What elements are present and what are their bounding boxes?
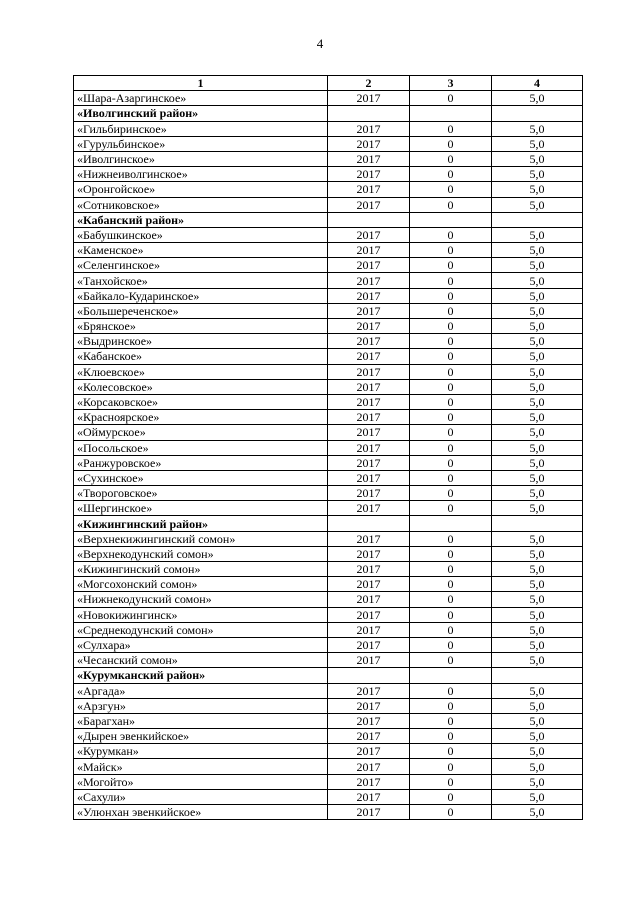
- column-3-cell: [410, 516, 492, 531]
- year-cell: 2017: [328, 729, 410, 744]
- column-4-cell: 5,0: [492, 364, 583, 379]
- year-cell: 2017: [328, 774, 410, 789]
- table-row: [74, 729, 583, 744]
- column-3-cell: 0: [410, 501, 492, 516]
- column-3-cell: 0: [410, 774, 492, 789]
- year-cell: 2017: [328, 121, 410, 136]
- year-cell: 2017: [328, 577, 410, 592]
- column-4-cell: 5,0: [492, 546, 583, 561]
- column-4-cell: 5,0: [492, 653, 583, 668]
- year-cell: 2017: [328, 531, 410, 546]
- column-3-cell: 0: [410, 258, 492, 273]
- settlement-name-cell: «Ранжуровское»: [74, 455, 328, 470]
- year-cell: [328, 668, 410, 683]
- column-4-cell: 5,0: [492, 91, 583, 106]
- column-4-cell: 5,0: [492, 607, 583, 622]
- year-cell: 2017: [328, 288, 410, 303]
- year-cell: 2017: [328, 410, 410, 425]
- column-3-cell: 0: [410, 319, 492, 334]
- settlement-name-cell: «Клюевское»: [74, 364, 328, 379]
- table-row: [74, 501, 583, 516]
- year-cell: 2017: [328, 653, 410, 668]
- table-row: [74, 683, 583, 698]
- year-cell: 2017: [328, 789, 410, 804]
- column-3-cell: 0: [410, 637, 492, 652]
- column-3-cell: 0: [410, 744, 492, 759]
- district-group-row: [74, 212, 583, 227]
- settlement-name-cell: «Танхойское»: [74, 273, 328, 288]
- table-row: [74, 637, 583, 652]
- settlement-name-cell: «Среднекодунский сомон»: [74, 622, 328, 637]
- column-4-cell: 5,0: [492, 759, 583, 774]
- column-4-cell: 5,0: [492, 303, 583, 318]
- column-3-cell: 0: [410, 334, 492, 349]
- table-row: [74, 303, 583, 318]
- column-4-cell: 5,0: [492, 501, 583, 516]
- column-3-cell: 0: [410, 227, 492, 242]
- year-cell: 2017: [328, 425, 410, 440]
- table-row: [74, 273, 583, 288]
- year-cell: [328, 516, 410, 531]
- table-row: [74, 607, 583, 622]
- column-4-cell: 5,0: [492, 683, 583, 698]
- column-3-cell: 0: [410, 607, 492, 622]
- district-name-cell: «Кабанский район»: [74, 212, 328, 227]
- column-3-cell: 0: [410, 151, 492, 166]
- settlement-name-cell: «Кижингинский сомон»: [74, 562, 328, 577]
- year-cell: 2017: [328, 501, 410, 516]
- page-number: 4: [316, 36, 324, 51]
- year-cell: 2017: [328, 607, 410, 622]
- year-cell: [328, 212, 410, 227]
- column-4-cell: 5,0: [492, 379, 583, 394]
- column-3-cell: 0: [410, 136, 492, 151]
- column-3-cell: 0: [410, 167, 492, 182]
- column-4-cell: 5,0: [492, 197, 583, 212]
- column-3-cell: 0: [410, 653, 492, 668]
- year-cell: 2017: [328, 227, 410, 242]
- column-4-cell: 5,0: [492, 562, 583, 577]
- column-4-cell: 5,0: [492, 455, 583, 470]
- column-3-cell: 0: [410, 531, 492, 546]
- column-header-3: 3: [410, 76, 492, 91]
- year-cell: 2017: [328, 197, 410, 212]
- column-4-cell: 5,0: [492, 151, 583, 166]
- column-4-cell: 5,0: [492, 713, 583, 728]
- year-cell: 2017: [328, 136, 410, 151]
- column-3-cell: 0: [410, 470, 492, 485]
- column-4-cell: 5,0: [492, 227, 583, 242]
- column-4-cell: 5,0: [492, 410, 583, 425]
- column-3-cell: 0: [410, 91, 492, 106]
- column-3-cell: 0: [410, 683, 492, 698]
- column-3-cell: 0: [410, 577, 492, 592]
- column-4-cell: 5,0: [492, 349, 583, 364]
- column-4-cell: 5,0: [492, 288, 583, 303]
- settlement-name-cell: «Верхнекодунский сомон»: [74, 546, 328, 561]
- column-3-cell: 0: [410, 759, 492, 774]
- table-row: [74, 622, 583, 637]
- column-4-cell: 5,0: [492, 486, 583, 501]
- column-4-cell: [492, 212, 583, 227]
- settlement-name-cell: «Посольское»: [74, 440, 328, 455]
- column-3-cell: 0: [410, 425, 492, 440]
- table-row: [74, 577, 583, 592]
- column-3-cell: 0: [410, 197, 492, 212]
- table-row: [74, 470, 583, 485]
- year-cell: 2017: [328, 364, 410, 379]
- year-cell: 2017: [328, 744, 410, 759]
- column-3-cell: 0: [410, 394, 492, 409]
- settlement-name-cell: «Выдринское»: [74, 334, 328, 349]
- settlement-name-cell: «Большереченское»: [74, 303, 328, 318]
- settlement-name-cell: «Могойто»: [74, 774, 328, 789]
- column-4-cell: 5,0: [492, 319, 583, 334]
- year-cell: 2017: [328, 258, 410, 273]
- table-body: [74, 91, 583, 820]
- column-3-cell: 0: [410, 364, 492, 379]
- column-4-cell: 5,0: [492, 167, 583, 182]
- column-3-cell: 0: [410, 486, 492, 501]
- table-header-row: [74, 76, 583, 91]
- table-row: [74, 531, 583, 546]
- year-cell: 2017: [328, 637, 410, 652]
- year-cell: 2017: [328, 486, 410, 501]
- column-4-cell: 5,0: [492, 273, 583, 288]
- table-row: [74, 182, 583, 197]
- year-cell: 2017: [328, 455, 410, 470]
- settlement-name-cell: «Шара-Азаргинское»: [74, 91, 328, 106]
- year-cell: 2017: [328, 805, 410, 820]
- column-3-cell: [410, 668, 492, 683]
- column-4-cell: 5,0: [492, 698, 583, 713]
- table-row: [74, 486, 583, 501]
- year-cell: 2017: [328, 470, 410, 485]
- settlement-name-cell: «Оймурское»: [74, 425, 328, 440]
- settlement-name-cell: «Бабушкинское»: [74, 227, 328, 242]
- settlement-name-cell: «Новокижингинск»: [74, 607, 328, 622]
- district-name-cell: «Иволгинский район»: [74, 106, 328, 121]
- settlement-name-cell: «Улюнхан эвенкийское»: [74, 805, 328, 820]
- table-row: [74, 121, 583, 136]
- table-row: [74, 394, 583, 409]
- year-cell: 2017: [328, 546, 410, 561]
- column-3-cell: [410, 106, 492, 121]
- year-cell: 2017: [328, 394, 410, 409]
- column-header-1: 1: [74, 76, 328, 91]
- table-row: [74, 364, 583, 379]
- settlement-name-cell: «Курумкан»: [74, 744, 328, 759]
- column-4-cell: 5,0: [492, 805, 583, 820]
- table-row: [74, 410, 583, 425]
- column-4-cell: 5,0: [492, 425, 583, 440]
- settlement-name-cell: «Сотниковское»: [74, 197, 328, 212]
- settlement-name-cell: «Нижнеиволгинское»: [74, 167, 328, 182]
- year-cell: 2017: [328, 622, 410, 637]
- settlement-name-cell: «Дырен эвенкийское»: [74, 729, 328, 744]
- year-cell: 2017: [328, 683, 410, 698]
- year-cell: 2017: [328, 349, 410, 364]
- year-cell: 2017: [328, 440, 410, 455]
- year-cell: 2017: [328, 713, 410, 728]
- column-4-cell: 5,0: [492, 243, 583, 258]
- column-4-cell: 5,0: [492, 729, 583, 744]
- table-row: [74, 774, 583, 789]
- column-4-cell: 5,0: [492, 121, 583, 136]
- settlement-name-cell: «Твороговское»: [74, 486, 328, 501]
- settlement-name-cell: «Нижнекодунский сомон»: [74, 592, 328, 607]
- settlement-name-cell: «Шергинское»: [74, 501, 328, 516]
- year-cell: 2017: [328, 334, 410, 349]
- year-cell: 2017: [328, 151, 410, 166]
- column-4-cell: 5,0: [492, 440, 583, 455]
- settlement-name-cell: «Колесовское»: [74, 379, 328, 394]
- column-4-cell: 5,0: [492, 136, 583, 151]
- column-3-cell: 0: [410, 121, 492, 136]
- column-4-cell: 5,0: [492, 744, 583, 759]
- year-cell: 2017: [328, 167, 410, 182]
- column-3-cell: 0: [410, 805, 492, 820]
- table-row: [74, 379, 583, 394]
- table-row: [74, 759, 583, 774]
- settlement-name-cell: «Сухинское»: [74, 470, 328, 485]
- column-4-cell: 5,0: [492, 622, 583, 637]
- column-3-cell: 0: [410, 273, 492, 288]
- column-4-cell: 5,0: [492, 334, 583, 349]
- year-cell: 2017: [328, 182, 410, 197]
- settlement-name-cell: «Сулхара»: [74, 637, 328, 652]
- settlement-name-cell: «Аргада»: [74, 683, 328, 698]
- column-4-cell: [492, 668, 583, 683]
- column-3-cell: 0: [410, 379, 492, 394]
- settlement-name-cell: «Барагхан»: [74, 713, 328, 728]
- table-row: [74, 227, 583, 242]
- column-header-4: 4: [492, 76, 583, 91]
- column-4-cell: 5,0: [492, 774, 583, 789]
- table-row: [74, 425, 583, 440]
- column-3-cell: [410, 212, 492, 227]
- column-4-cell: 5,0: [492, 637, 583, 652]
- table-row: [74, 349, 583, 364]
- table-row: [74, 744, 583, 759]
- column-4-cell: 5,0: [492, 258, 583, 273]
- column-3-cell: 0: [410, 729, 492, 744]
- column-4-cell: 5,0: [492, 577, 583, 592]
- column-4-cell: 5,0: [492, 470, 583, 485]
- column-4-cell: 5,0: [492, 394, 583, 409]
- settlement-name-cell: «Кабанское»: [74, 349, 328, 364]
- table-row: [74, 288, 583, 303]
- year-cell: 2017: [328, 698, 410, 713]
- column-3-cell: 0: [410, 303, 492, 318]
- table-row: [74, 805, 583, 820]
- year-cell: 2017: [328, 319, 410, 334]
- table-row: [74, 167, 583, 182]
- settlement-name-cell: «Красноярское»: [74, 410, 328, 425]
- settlement-name-cell: «Могсохонский сомон»: [74, 577, 328, 592]
- column-4-cell: [492, 106, 583, 121]
- column-3-cell: 0: [410, 713, 492, 728]
- settlement-name-cell: «Брянское»: [74, 319, 328, 334]
- column-4-cell: 5,0: [492, 789, 583, 804]
- column-4-cell: 5,0: [492, 182, 583, 197]
- column-3-cell: 0: [410, 410, 492, 425]
- settlement-name-cell: «Гурульбинское»: [74, 136, 328, 151]
- column-header-2: 2: [328, 76, 410, 91]
- year-cell: 2017: [328, 91, 410, 106]
- settlement-name-cell: «Верхнекижингинский сомон»: [74, 531, 328, 546]
- district-name-cell: «Кижингинский район»: [74, 516, 328, 531]
- settlement-name-cell: «Майск»: [74, 759, 328, 774]
- settlement-name-cell: «Корсаковское»: [74, 394, 328, 409]
- column-3-cell: 0: [410, 698, 492, 713]
- settlement-name-cell: «Оронгойское»: [74, 182, 328, 197]
- column-4-cell: [492, 516, 583, 531]
- settlement-name-cell: «Каменское»: [74, 243, 328, 258]
- column-4-cell: 5,0: [492, 531, 583, 546]
- table-row: [74, 151, 583, 166]
- table-row: [74, 91, 583, 106]
- settlement-name-cell: «Иволгинское»: [74, 151, 328, 166]
- table-row: [74, 334, 583, 349]
- column-3-cell: 0: [410, 182, 492, 197]
- table-row: [74, 698, 583, 713]
- settlement-name-cell: «Арзгун»: [74, 698, 328, 713]
- district-group-row: [74, 668, 583, 683]
- year-cell: 2017: [328, 273, 410, 288]
- column-3-cell: 0: [410, 546, 492, 561]
- year-cell: 2017: [328, 303, 410, 318]
- table-row: [74, 713, 583, 728]
- table-row: [74, 243, 583, 258]
- year-cell: 2017: [328, 592, 410, 607]
- column-4-cell: 5,0: [492, 592, 583, 607]
- column-3-cell: 0: [410, 622, 492, 637]
- table-row: [74, 592, 583, 607]
- table-row: [74, 258, 583, 273]
- settlement-name-cell: «Селенгинское»: [74, 258, 328, 273]
- table-row: [74, 440, 583, 455]
- year-cell: 2017: [328, 243, 410, 258]
- table-row: [74, 562, 583, 577]
- year-cell: 2017: [328, 562, 410, 577]
- column-3-cell: 0: [410, 592, 492, 607]
- district-group-row: [74, 106, 583, 121]
- year-cell: [328, 106, 410, 121]
- column-3-cell: 0: [410, 288, 492, 303]
- column-3-cell: 0: [410, 440, 492, 455]
- table-row: [74, 546, 583, 561]
- district-name-cell: «Курумканский район»: [74, 668, 328, 683]
- data-table: [73, 75, 583, 820]
- district-group-row: [74, 516, 583, 531]
- settlement-name-cell: «Чесанский сомон»: [74, 653, 328, 668]
- year-cell: 2017: [328, 759, 410, 774]
- column-3-cell: 0: [410, 349, 492, 364]
- column-3-cell: 0: [410, 243, 492, 258]
- column-3-cell: 0: [410, 562, 492, 577]
- column-3-cell: 0: [410, 789, 492, 804]
- year-cell: 2017: [328, 379, 410, 394]
- settlement-name-cell: «Байкало-Кударинское»: [74, 288, 328, 303]
- table-row: [74, 136, 583, 151]
- table-row: [74, 455, 583, 470]
- column-3-cell: 0: [410, 455, 492, 470]
- settlement-name-cell: «Сахули»: [74, 789, 328, 804]
- table-row: [74, 789, 583, 804]
- table-row: [74, 197, 583, 212]
- table-row: [74, 319, 583, 334]
- table-row: [74, 653, 583, 668]
- settlement-name-cell: «Гильбиринское»: [74, 121, 328, 136]
